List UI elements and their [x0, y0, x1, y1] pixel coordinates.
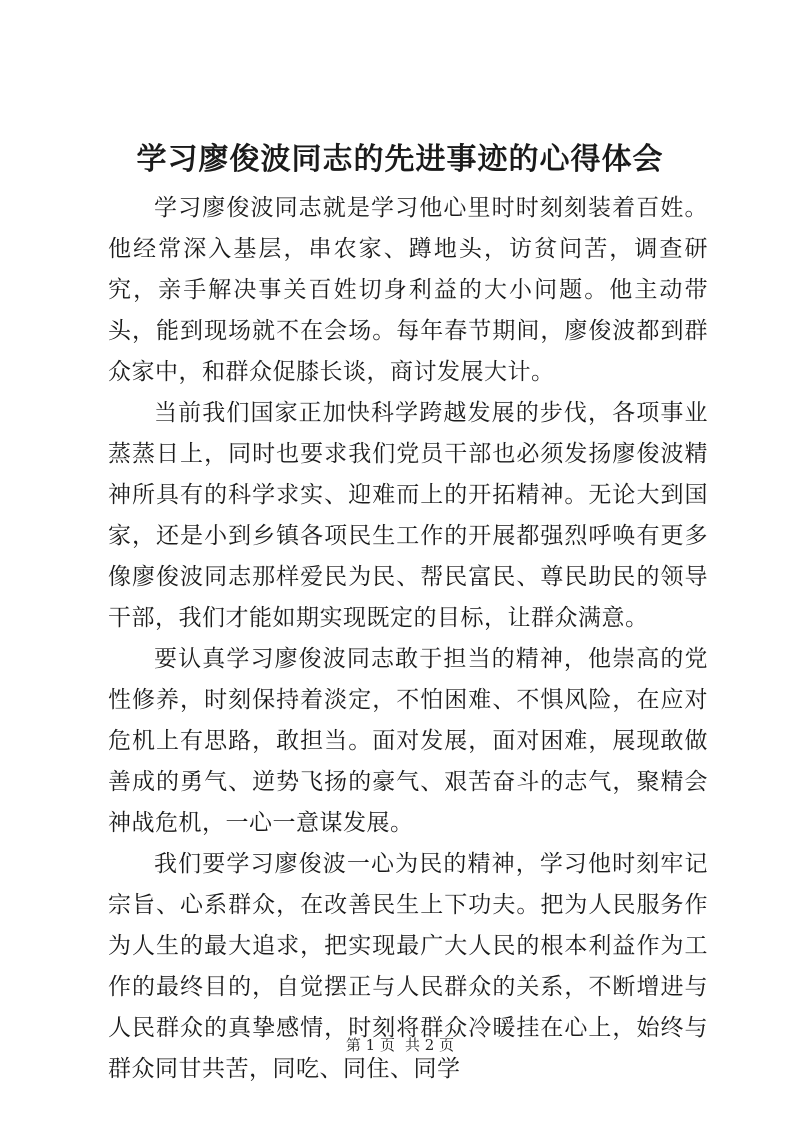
- document-body: [108, 188, 708, 1090]
- paragraph: 当前我们国家正加快科学跨越发展的步伐，各项事业蒸蒸日上，同时也要求我们党员干部也必须发扬廖俊波精神所具有的科学求实、迎难而上的开拓精神。无论大到国家，还是小到乡镇各项民生工作的开展都强烈呼唤有更多像廖俊波同志那样爱民为民、帮民富民、尊民助民的领导干部，我们才能如期实现既定的目标，让群众满意。: [108, 400, 708, 631]
- page-number: 第 1 页: [345, 1036, 395, 1054]
- paragraph: 学习廖俊波同志就是学习他心里时时刻刻装着百姓。他经常深入基层，串农家、蹲地头，访贫问苦，调查研究，亲手解决事关百姓切身利益的大小问题。他主动带头，能到现场就不在会场。每年春节期间，廖俊波都到群众家中，和群众促膝长谈，商讨发展大计。: [108, 195, 708, 385]
- page-total: 共 2 页: [405, 1036, 455, 1054]
- paragraph: 我们要学习廖俊波一心为民的精神，学习他时刻牢记宗旨、心系群众，在改善民生上下功夫。把为人民服务作为人生的最大追求，把实现最广大人民的根本利益作为工作的最终目的，自觉摆正与人民群众的关系，不断增进与人民群众的真挚感情，时刻将群众冷暖挂在心上，始终与群众同甘共苦，同吃、同住、同学: [108, 851, 708, 1082]
- page-title: 学习廖俊波同志的先进事迹的心得体会: [136, 142, 664, 177]
- page-footer: [0, 1035, 800, 1055]
- paragraph: 要认真学习廖俊波同志敢于担当的精神，他崇高的党性修养，时刻保持着淡定，不怕困难、不惧风险，在应对危机上有思路，敢担当。面对发展，面对困难，展现敢做善成的勇气、逆势飞扬的豪气、艰苦奋斗的志气，聚精会神战危机，一心一意谋发展。: [108, 646, 708, 836]
